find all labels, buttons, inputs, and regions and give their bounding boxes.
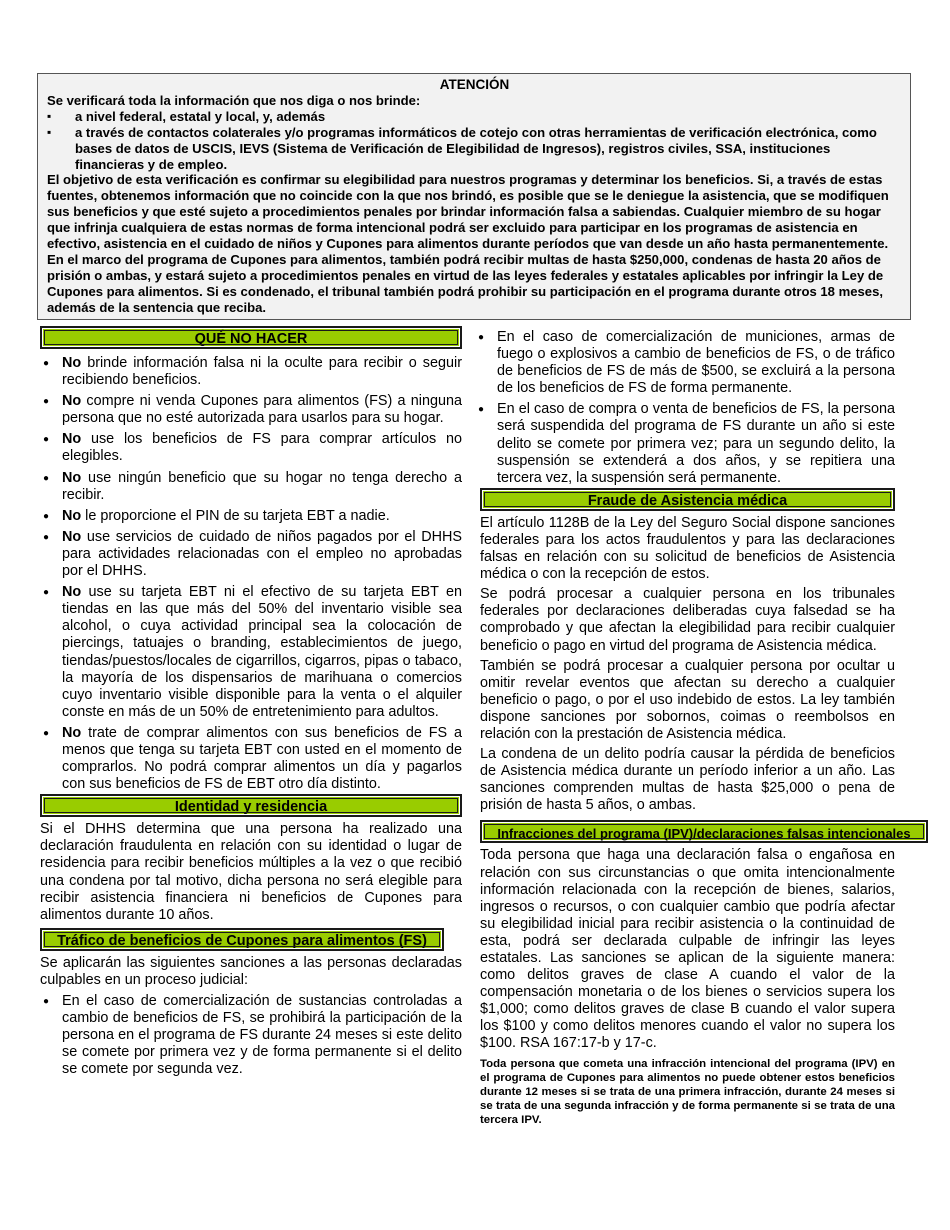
list-item: [40, 508, 462, 525]
no-word: No: [62, 469, 82, 486]
section-header-trafico: Tráfico de beneficios de Cupones para alimentos (FS): [40, 928, 444, 951]
list-item-text: compre ni venda Cupones para alimentos (FS) a ninguna persona que no esté autorizada para usarlos para su hogar.: [62, 393, 462, 427]
list-item-text: le proporcione el PIN de su tarjeta EBT a nadie.: [81, 507, 390, 524]
section-header-identidad: Identidad y residencia: [40, 794, 462, 817]
attention-title: ATENCIÓN: [439, 77, 510, 92]
list-item-text: use su tarjeta EBT ni el efectivo de su tarjeta EBT en tiendas en las que más del 50% del inventario visible sea alcohol, o cuya actividad principal sea la colocación de piercings, tatuajes o branding, establecimientos de juego, tiendas/puestos/locales de cigarrillos, cigarros, pipas o tabaco, la mayoría de los dispensarios de marihuana o comercios cuyo inventario visible disponible para la venta o el alquiler conste en más de un 50% de entretenimiento para adultos.: [62, 584, 462, 720]
list-item: [40, 584, 462, 721]
left-column: [40, 326, 462, 1082]
identidad-body: Si el DHHS determina que una persona ha realizado una declaración fraudulenta en relación con su identidad o lugar de residencia para recibir beneficios múltiples a la vez o que recibió una condena por tal motivo, dicha persona no será elegible para recibir asistencia financiera ni beneficios de Cupones para alimentos durante 10 años.: [40, 821, 462, 923]
attention-bullet: ▪ a través de contactos colaterales y/o programas informáticos de cotejo con otras herramientas de verificación electrónica, como bases de datos de USCIS, IEVS (Sistema de Verificación de Elegibilidad de Ingresos), registros civiles, SSA, instituciones financieras y de empleo.: [47, 125, 902, 173]
list-item: [40, 431, 462, 465]
no-word: No: [62, 528, 82, 545]
list-item: [40, 529, 462, 580]
trafico-list-left: [40, 993, 462, 1078]
no-word: No: [62, 431, 82, 448]
section-header-que-no-hacer: QUÉ NO HACER: [40, 326, 462, 349]
list-item: [40, 393, 462, 427]
fraude-paragraph: También se podrá procesar a cualquier persona por ocultar u omitir revelar eventos que afectan su derecho a cualquier beneficio o pago, o por el uso indebido de estos. La ley también dispone sanciones por sobornos, coimas o reembolsos en relación con la prestación de Asistencia médica.: [480, 657, 895, 742]
que-no-hacer-list: [40, 355, 462, 793]
fraude-paragraph: El artículo 1128B de la Ley del Seguro Social dispone sanciones federales para los actos fraudulentos y para las declaraciones falsas en relación con su solicitud de beneficios de Asistencia médica o con la recepción de estos.: [480, 514, 895, 583]
fraude-paragraph: La condena de un delito podría causar la pérdida de beneficios de Asistencia médica durante un período inferior a un año. Las sanciones comprenden multas de hasta $25,000 o pena de prisión de hasta 5 años, o ambas.: [480, 746, 895, 814]
list-item-text: trate de comprar alimentos con sus beneficios de FS a menos que tenga su tarjeta EBT con usted en el momento de comprarlos. No podrá comprar alimentos un día y pagarlos con sus beneficios de FS de EBT otro día distinto.: [62, 724, 462, 793]
list-item: [40, 470, 462, 504]
list-item-text: brinde información falsa ni la oculte para recibir o seguir recibiendo beneficios.: [62, 355, 462, 389]
no-word: No: [62, 355, 82, 371]
ipv-body: Toda persona que haga una declaración falsa o engañosa en relación con sus circunstancias o que omita intencionalmente información relacionada con la recepción de bienes, salarios, ingresos o recursos, o con cualquier cambio que podría afectar su elegibilidad inicial para recibir asistencia o la continuidad de esta, podrá ser declarada culpable de infringir las leyes estatales. Las sanciones se aplican de la siguiente manera: como delitos graves de clase A cuando el valor de la compensación monetaria o de los bienes o servicios supera los $1,000; como delitos graves de clase B cuando el valor supera los $100 y como delitos menores cuando el valor no supera los $100. RSA 167:17-b y 17-c.: [480, 847, 895, 1052]
no-word: No: [62, 393, 82, 410]
trafico-intro: Se aplicarán las siguientes sanciones a las personas declaradas culpables en un proceso judicial:: [40, 954, 462, 988]
no-word: No: [62, 584, 82, 601]
section-header-fraude: Fraude de Asistencia médica: [480, 488, 895, 511]
list-item-text: use los beneficios de FS para comprar artículos no elegibles.: [62, 431, 462, 465]
right-column: [475, 326, 911, 1127]
attention-intro: Se verificará toda la información que nos diga o nos brinde:: [47, 92, 421, 108]
list-item: [40, 725, 462, 793]
ipv-fine-print: Toda persona que cometa una infracción intencional del programa (IPV) en el programa de Cupones para alimentos no puede obtener estos beneficios durante 12 meses si se trata de una primera infracción, durante 24 meses si se trata de una segunda infracción y de forma permanente si se trata de una tercera IPV.: [480, 1057, 895, 1126]
attention-body: El objetivo de esta verificación es confirmar su elegibilidad para nuestros programas y determinar los beneficios. Si, a través de estas fuentes, obtenemos información que no coincide con la que nos brindó, es posible que se le deniegue la asistencia, que se modifiquen sus beneficios y que esté sujeto a procedimientos penales por brindar información falsa a sabiendas. Cualquier miembro de su hogar que infrinja cualquiera de estas normas de forma intencional podrá ser excluido para participar en los programas de asistencia en efectivo, asistencia en el cuidado de niños y Cupones para alimentos durante períodos que van desde un año hasta permanentemente. En el marco del programa de Cupones para alimentos, también podrá recibir multas de hasta $250,000, condenas de hasta 20 años de prisión o ambas, y estará sujeto a procedimientos penales en virtud de las leyes federales y estatales aplicables por infringir la Ley de Cupones para alimentos. Si es condenado, el tribunal también podrá prohibir su participación en el programa durante otros 18 meses, además de la sentencia que reciba.: [47, 172, 889, 315]
no-word: No: [62, 724, 82, 741]
list-item: [40, 355, 462, 389]
list-item-text: use ningún beneficio que su hogar no tenga derecho a recibir.: [62, 469, 462, 503]
attention-bullets: [47, 109, 902, 173]
section-header-ipv: Infracciones del programa (IPV)/declaraciones falsas intencionales: [480, 820, 928, 843]
list-item: ● En el caso de comercialización de municiones, armas de fuego o explosivos a cambio de beneficios de FS, o de tráfico de beneficios de FS de más de $500, se excluirá a la persona de los beneficios de FS de forma permanente.: [475, 329, 895, 397]
list-item: ● En el caso de comercialización de sustancias controladas a cambio de beneficios de FS, se prohibirá la participación de la persona en el programa de FS durante 24 meses si este delito se comete por primera vez y de forma permanente si el delito se comete por segunda vez.: [40, 993, 462, 1078]
list-item: ● En el caso de compra o venta de beneficios de FS, la persona será suspendida del programa de FS durante un año si este delito se comete por primera vez; para un segundo delito, la suspensión se extenderá a dos años, y se repitiera una tercera vez, la suspensión será permanente.: [475, 401, 895, 486]
fraude-paragraph: Se podrá procesar a cualquier persona en los tribunales federales por declaraciones deliberadas cuya falsedad se ha comprobado y que afectan la elegibilidad para recibir cualquier beneficio o pago en virtud del programa de Asistencia médica.: [480, 586, 895, 654]
attention-bullet: ▪ a nivel federal, estatal y local, y, además: [47, 109, 902, 125]
no-word: No: [62, 507, 82, 524]
trafico-list-right: [475, 329, 895, 487]
list-item-text: use servicios de cuidado de niños pagados por el DHHS para actividades relacionadas con el empleo no aprobadas por el DHHS.: [62, 528, 462, 580]
attention-box: [37, 73, 911, 320]
